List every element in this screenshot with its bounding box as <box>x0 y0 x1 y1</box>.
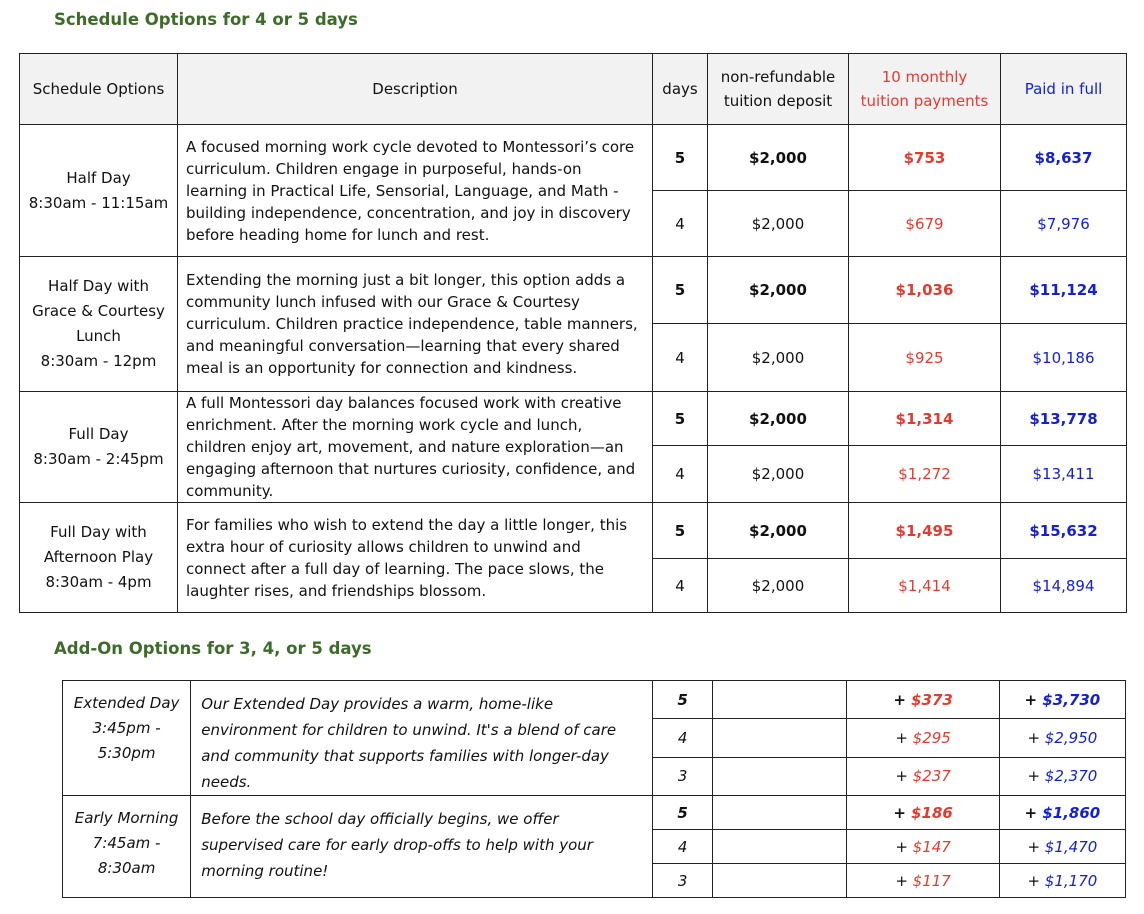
deposit-cell: $2,000 <box>708 559 849 613</box>
col-header-monthly: 10 monthly tuition payments <box>849 54 1001 125</box>
table-header-row <box>20 54 1127 125</box>
deposit-cell: $2,000 <box>708 191 849 257</box>
addon-description: Before the school day officially begins, we offer supervised care for early drop-offs to help with your morning routine! <box>191 796 653 898</box>
paid-cell: + $2,370 <box>999 757 1125 795</box>
option-description: A focused morning work cycle devoted to Montessori’s core curriculum. Children engage in purposeful, hands-on learning in Practical Life, Sensorial, Language, and Math - building independence, concentration, and joy in discovery before heading home for lunch and rest. <box>178 125 653 257</box>
paid-cell: $15,632 <box>1001 503 1127 559</box>
schedule-heading: Schedule Options for 4 or 5 days <box>54 10 358 29</box>
paid-cell: $13,778 <box>1001 392 1127 446</box>
option-name-full-day: Full Day 8:30am - 2:45pm <box>20 392 178 503</box>
monthly-cell: + $186 <box>847 796 999 830</box>
addon-description: Our Extended Day provides a warm, home-like environment for children to unwind. It's a blend of care and community that supports families with longer-day needs. <box>191 681 653 796</box>
paid-cell: $7,976 <box>1001 191 1127 257</box>
days-cell: 4 <box>653 559 708 613</box>
deposit-cell: $2,000 <box>708 392 849 446</box>
days-cell: 4 <box>653 830 713 864</box>
monthly-cell: $1,036 <box>849 257 1001 324</box>
monthly-cell: + $117 <box>847 864 999 898</box>
option-description: For families who wish to extend the day a little longer, this extra hour of curiosity allows children to unwind and connect after a full day of learning. The pace slows, the laughter rises, and friendships blossom. <box>178 503 653 613</box>
schedule-table <box>19 53 1127 613</box>
days-cell: 5 <box>653 796 713 830</box>
table-row <box>63 796 1126 830</box>
empty-cell <box>713 864 847 898</box>
monthly-cell: $679 <box>849 191 1001 257</box>
col-header-paid: Paid in full <box>1001 54 1127 125</box>
days-cell: 3 <box>653 757 713 795</box>
col-header-days: days <box>653 54 708 125</box>
monthly-cell: $925 <box>849 324 1001 392</box>
monthly-cell: $1,495 <box>849 503 1001 559</box>
paid-cell: $14,894 <box>1001 559 1127 613</box>
monthly-cell: $753 <box>849 125 1001 191</box>
paid-cell: + $3,730 <box>999 681 1125 719</box>
days-cell: 5 <box>653 125 708 191</box>
deposit-cell: $2,000 <box>708 446 849 503</box>
paid-cell: $10,186 <box>1001 324 1127 392</box>
paid-cell: $8,637 <box>1001 125 1127 191</box>
deposit-cell: $2,000 <box>708 324 849 392</box>
monthly-cell: $1,414 <box>849 559 1001 613</box>
addon-name-extended-day: Extended Day 3:45pm - 5:30pm <box>63 681 191 796</box>
table-row <box>20 125 1127 191</box>
deposit-cell: $2,000 <box>708 125 849 191</box>
paid-cell: + $1,860 <box>999 796 1125 830</box>
empty-cell <box>713 719 847 757</box>
table-row <box>20 257 1127 324</box>
table-row <box>20 503 1127 559</box>
deposit-cell: $2,000 <box>708 257 849 324</box>
option-name-half-day-lunch: Half Day with Grace & Courtesy Lunch 8:30am - 12pm <box>20 257 178 392</box>
option-description: A full Montessori day balances focused work with creative enrichment. After the morning work cycle and lunch, children enjoy art, movement, and nature exploration—an engaging afternoon that nurtures curiosity, confidence, and community. <box>178 392 653 503</box>
monthly-cell: + $295 <box>847 719 999 757</box>
monthly-cell: + $147 <box>847 830 999 864</box>
monthly-cell: $1,314 <box>849 392 1001 446</box>
empty-cell <box>713 757 847 795</box>
days-cell: 5 <box>653 503 708 559</box>
empty-cell <box>713 830 847 864</box>
table-row <box>63 681 1126 719</box>
paid-cell: $13,411 <box>1001 446 1127 503</box>
days-cell: 5 <box>653 257 708 324</box>
monthly-cell: + $373 <box>847 681 999 719</box>
paid-cell: $11,124 <box>1001 257 1127 324</box>
empty-cell <box>713 796 847 830</box>
monthly-cell: + $237 <box>847 757 999 795</box>
days-cell: 5 <box>653 392 708 446</box>
paid-cell: + $1,470 <box>999 830 1125 864</box>
days-cell: 4 <box>653 446 708 503</box>
option-name-half-day: Half Day 8:30am - 11:15am <box>20 125 178 257</box>
addon-heading: Add-On Options for 3, 4, or 5 days <box>54 639 372 658</box>
col-header-deposit: non-refundable tuition deposit <box>708 54 849 125</box>
monthly-cell: $1,272 <box>849 446 1001 503</box>
empty-cell <box>713 681 847 719</box>
addon-table <box>62 680 1126 898</box>
days-cell: 4 <box>653 719 713 757</box>
days-cell: 3 <box>653 864 713 898</box>
table-row <box>20 392 1127 446</box>
paid-cell: + $1,170 <box>999 864 1125 898</box>
col-header-description: Description <box>178 54 653 125</box>
days-cell: 4 <box>653 324 708 392</box>
days-cell: 4 <box>653 191 708 257</box>
option-description: Extending the morning just a bit longer, this option adds a community lunch infused with our Grace & Courtesy curriculum. Children practice independence, table manners, and meaningful conversation—learning that every shared meal is an opportunity for connection and kindness. <box>178 257 653 392</box>
option-name-full-day-play: Full Day with Afternoon Play 8:30am - 4pm <box>20 503 178 613</box>
paid-cell: + $2,950 <box>999 719 1125 757</box>
deposit-cell: $2,000 <box>708 503 849 559</box>
addon-name-early-morning: Early Morning 7:45am - 8:30am <box>63 796 191 898</box>
days-cell: 5 <box>653 681 713 719</box>
col-header-schedule: Schedule Options <box>20 54 178 125</box>
